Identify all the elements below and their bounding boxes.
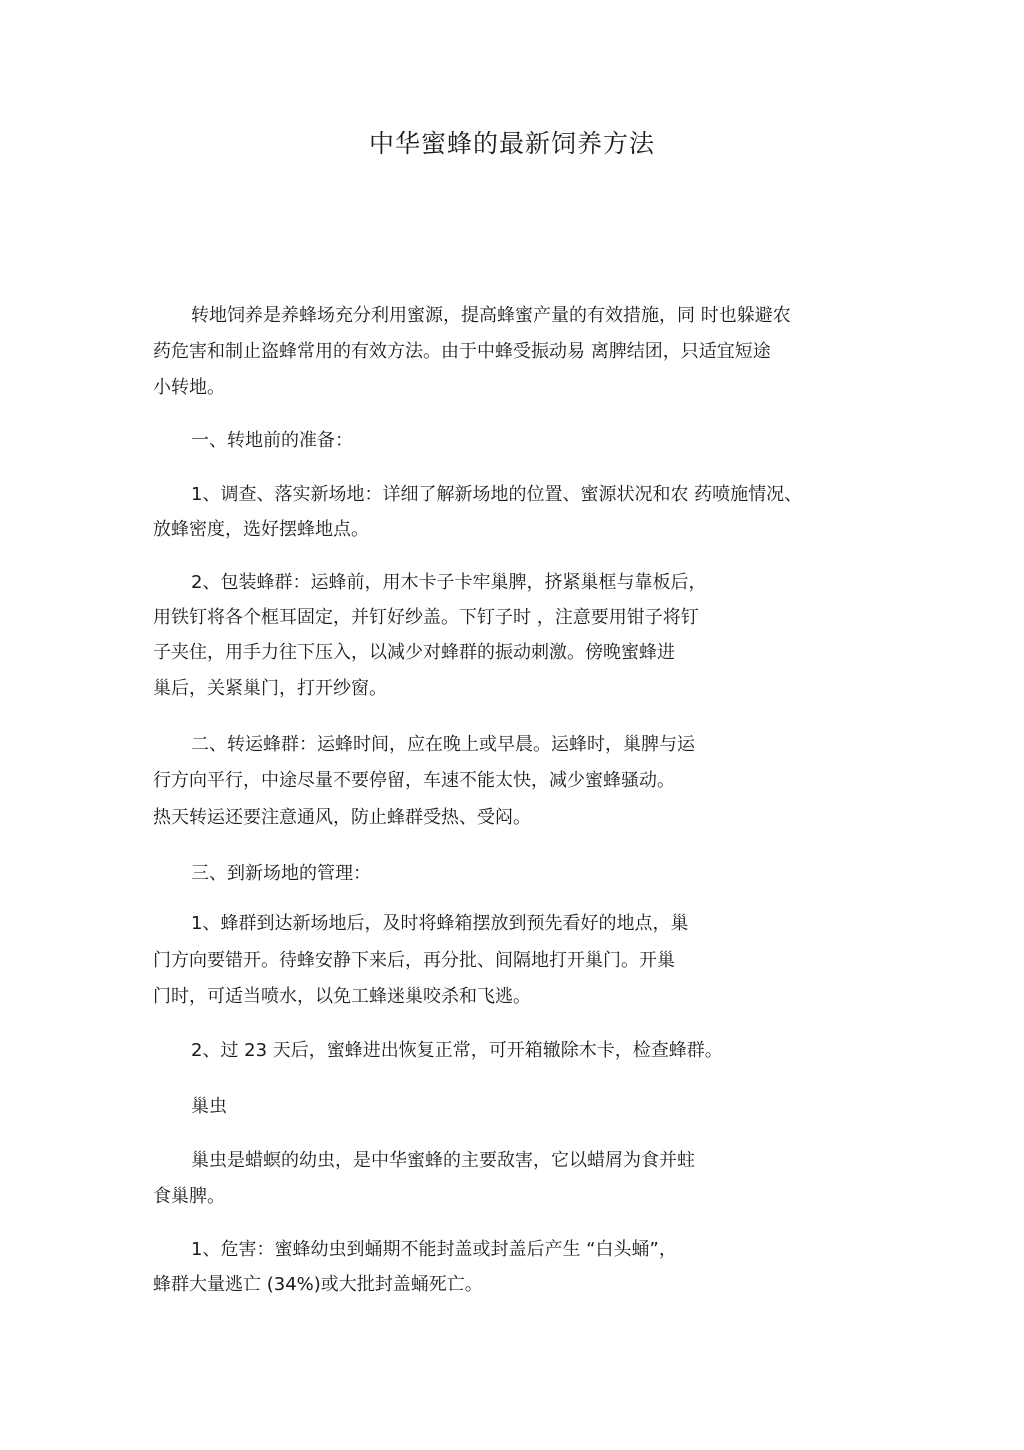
item-1-2-line-2: 用铁钉将各个框耳固定，并钉好纱盖。下钉子时 ，注意要用钳子将钉 [153, 607, 699, 628]
item-1-1-line-1: 1、调查、落实新场地：详细了解新场地的位置、蜜源状况和农 药喷施情况、 [191, 484, 803, 505]
item-1-2-line-4: 巢后，关紧巢门，打开纱窗。 [153, 678, 387, 699]
item-3-1-line-3: 门时，可适当喷水，以免工蜂迷巢咬杀和飞逃。 [153, 986, 531, 1007]
item-1-2-line-3: 子夹住，用手力往下压入，以减少对蜂群的振动刺激。傍晚蜜蜂进 [153, 642, 675, 663]
item-harm-line-1: 1、危害：蜜蜂幼虫到蛹期不能封盖或封盖后产生 “白头蛹”， [191, 1239, 677, 1260]
document-title: 中华蜜蜂的最新饲养方法 [368, 129, 655, 158]
section-heading-wax-moth: 巢虫 [191, 1096, 227, 1117]
section-2-line-2: 行方向平行，中途尽量不要停留，车速不能太快，减少蜜蜂骚动。 [153, 770, 675, 791]
item-3-2-line-1: 2、过 23 天后，蜜蜂进出恢复正常，可开箱辙除木卡，检查蜂群。 [191, 1040, 723, 1061]
paragraph-1-line-2: 药危害和制止盗蜂常用的有效方法。由于中蜂受振动易 离脾结团，只适宜短途 [153, 341, 771, 362]
wax-moth-paragraph-line-1: 巢虫是蜡螟的幼虫，是中华蜜蜂的主要敌害，它以蜡屑为食并蛀 [191, 1150, 695, 1171]
section-heading-1: 一、转地前的准备： [191, 430, 353, 451]
paragraph-1-line-1: 转地饲养是养蜂场充分利用蜜源，提高蜂蜜产量的有效措施，同 时也躲避农 [191, 305, 791, 326]
item-3-1-line-2: 门方向要错开。待蜂安静下来后，再分批、间隔地打开巢门。开巢 [153, 950, 675, 971]
item-1-1-line-2: 放蜂密度，选好摆蜂地点。 [153, 519, 369, 540]
section-2-line-3: 热天转运还要注意通风，防止蜂群受热、受闷。 [153, 807, 531, 828]
wax-moth-paragraph-line-2: 食巢脾。 [153, 1186, 225, 1207]
item-1-2-line-1: 2、包装蜂群：运蜂前，用木卡子卡牢巢脾，挤紧巢框与靠板后， [191, 572, 707, 593]
item-3-1-line-1: 1、蜂群到达新场地后，及时将蜂箱摆放到预先看好的地点，巢 [191, 913, 689, 934]
section-2-line-1: 二、转运蜂群：运蜂时间，应在晚上或早晨。运蜂时，巢脾与运 [191, 734, 695, 755]
item-harm-line-2: 蜂群大量逃亡 (34%)或大批封盖蛹死亡。 [153, 1274, 483, 1295]
section-heading-3: 三、到新场地的管理： [191, 863, 371, 884]
paragraph-1-line-3: 小转地。 [153, 377, 225, 398]
